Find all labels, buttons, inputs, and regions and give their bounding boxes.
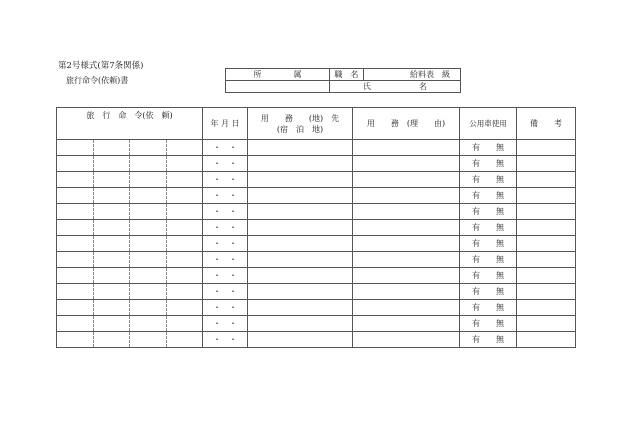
purpose-place-cell[interactable] — [248, 284, 353, 300]
approver-cell-4[interactable] — [166, 140, 203, 156]
purpose-place-cell[interactable] — [248, 156, 353, 172]
purpose-reason-cell[interactable] — [353, 236, 460, 252]
purpose-place-line2: (宿 泊 地) — [276, 124, 324, 134]
approver-cell-1[interactable] — [57, 156, 94, 172]
position-label: 職 名 — [330, 69, 364, 81]
purpose-place-cell[interactable] — [248, 332, 353, 348]
date-cell[interactable]: ・ ・ — [203, 156, 248, 172]
table-row — [57, 268, 576, 284]
table-row — [57, 316, 576, 332]
approver-cell-3[interactable] — [130, 140, 167, 156]
order-header: 旅 行 命 令(依 頼) — [57, 108, 203, 140]
approver-cell-3[interactable] — [130, 220, 167, 236]
remarks-cell[interactable] — [517, 332, 576, 348]
date-cell[interactable]: ・ ・ — [203, 332, 248, 348]
approver-cell-3[interactable] — [130, 316, 167, 332]
approver-cell-4[interactable] — [166, 220, 203, 236]
table-row — [57, 300, 576, 316]
approver-cell-1[interactable] — [57, 252, 94, 268]
approver-cell-1[interactable] — [57, 316, 94, 332]
purpose-place-cell[interactable] — [248, 252, 353, 268]
approver-cell-4[interactable] — [166, 300, 203, 316]
table-row — [57, 284, 576, 300]
approver-cell-4[interactable] — [166, 316, 203, 332]
approver-cell-3[interactable] — [130, 188, 167, 204]
purpose-reason-cell[interactable] — [353, 316, 460, 332]
purpose-reason-cell[interactable] — [353, 172, 460, 188]
affiliation-field[interactable] — [226, 81, 330, 93]
approver-cell-3[interactable] — [130, 268, 167, 284]
salary-grade-label: 給料表 級 — [363, 69, 460, 81]
date-cell[interactable]: ・ ・ — [203, 220, 248, 236]
approver-cell-1[interactable] — [57, 140, 94, 156]
travel-order-table — [56, 107, 576, 348]
remarks-cell[interactable] — [517, 268, 576, 284]
name-label: 氏 名 — [330, 81, 461, 93]
purpose-place-cell[interactable] — [248, 300, 353, 316]
approver-cell-2[interactable] — [93, 300, 130, 316]
date-cell[interactable]: ・ ・ — [203, 172, 248, 188]
approver-cell-3[interactable] — [130, 172, 167, 188]
purpose-reason-cell[interactable] — [353, 204, 460, 220]
approver-cell-4[interactable] — [166, 188, 203, 204]
remarks-header: 備 考 — [517, 108, 576, 140]
approver-cell-4[interactable] — [166, 332, 203, 348]
approver-cell-1[interactable] — [57, 220, 94, 236]
car-use-cell[interactable]: 有 無 — [460, 156, 517, 172]
approver-cell-2[interactable] — [93, 156, 130, 172]
car-use-header: 公用車使用 — [460, 108, 517, 140]
remarks-cell[interactable] — [517, 156, 576, 172]
purpose-place-cell[interactable] — [248, 188, 353, 204]
approver-cell-4[interactable] — [166, 172, 203, 188]
approver-cell-4[interactable] — [166, 236, 203, 252]
table-row — [57, 156, 576, 172]
purpose-reason-cell[interactable] — [353, 156, 460, 172]
date-cell[interactable]: ・ ・ — [203, 140, 248, 156]
date-cell[interactable]: ・ ・ — [203, 316, 248, 332]
purpose-reason-cell[interactable] — [353, 332, 460, 348]
approver-cell-1[interactable] — [57, 284, 94, 300]
purpose-place-cell[interactable] — [248, 220, 353, 236]
car-use-cell[interactable]: 有 無 — [460, 332, 517, 348]
approver-cell-3[interactable] — [130, 204, 167, 220]
purpose-reason-cell[interactable] — [353, 220, 460, 236]
purpose-reason-cell[interactable] — [353, 188, 460, 204]
car-use-cell[interactable]: 有 無 — [460, 236, 517, 252]
approver-cell-4[interactable] — [166, 268, 203, 284]
approver-cell-1[interactable] — [57, 300, 94, 316]
approver-cell-2[interactable] — [93, 252, 130, 268]
purpose-place-header — [248, 108, 353, 140]
approver-cell-2[interactable] — [93, 172, 130, 188]
approver-cell-4[interactable] — [166, 252, 203, 268]
table-row — [57, 172, 576, 188]
purpose-place-cell[interactable] — [248, 172, 353, 188]
approver-cell-2[interactable] — [93, 236, 130, 252]
purpose-reason-cell[interactable] — [353, 284, 460, 300]
approver-cell-3[interactable] — [130, 252, 167, 268]
car-use-cell[interactable]: 有 無 — [460, 204, 517, 220]
table-header-row — [57, 108, 576, 140]
approver-cell-2[interactable] — [93, 268, 130, 284]
car-use-cell[interactable]: 有 無 — [460, 300, 517, 316]
date-cell[interactable]: ・ ・ — [203, 204, 248, 220]
car-use-cell[interactable]: 有 無 — [460, 220, 517, 236]
approver-cell-3[interactable] — [130, 284, 167, 300]
table-row — [57, 252, 576, 268]
purpose-place-cell[interactable] — [248, 140, 353, 156]
remarks-cell[interactable] — [517, 284, 576, 300]
date-cell[interactable]: ・ ・ — [203, 236, 248, 252]
car-use-cell[interactable]: 有 無 — [460, 172, 517, 188]
remarks-cell[interactable] — [517, 220, 576, 236]
approver-cell-4[interactable] — [166, 204, 203, 220]
purpose-reason-cell[interactable] — [353, 268, 460, 284]
table-row — [57, 204, 576, 220]
remarks-cell[interactable] — [517, 172, 576, 188]
purpose-place-cell[interactable] — [248, 268, 353, 284]
table-row — [57, 332, 576, 348]
table-row — [57, 188, 576, 204]
approver-cell-2[interactable] — [93, 140, 130, 156]
table-row — [57, 236, 576, 252]
purpose-place-line1: 用 務 (地) 先 — [260, 113, 340, 123]
form-number: 第2号様式(第7条関係) — [58, 61, 144, 71]
remarks-cell[interactable] — [517, 252, 576, 268]
purpose-place-cell[interactable] — [248, 236, 353, 252]
purpose-reason-header: 用 務 (理 由) — [353, 108, 460, 140]
approver-cell-4[interactable] — [166, 156, 203, 172]
approver-cell-3[interactable] — [130, 236, 167, 252]
approver-cell-1[interactable] — [57, 188, 94, 204]
purpose-reason-cell[interactable] — [353, 140, 460, 156]
approver-cell-2[interactable] — [93, 220, 130, 236]
table-row — [57, 220, 576, 236]
approver-cell-2[interactable] — [93, 284, 130, 300]
approver-cell-3[interactable] — [130, 300, 167, 316]
affiliation-label: 所 属 — [226, 69, 330, 81]
approver-cell-1[interactable] — [57, 172, 94, 188]
remarks-cell[interactable] — [517, 316, 576, 332]
approver-cell-1[interactable] — [57, 332, 94, 348]
car-use-cell[interactable]: 有 無 — [460, 316, 517, 332]
car-use-cell[interactable]: 有 無 — [460, 252, 517, 268]
date-cell[interactable]: ・ ・ — [203, 252, 248, 268]
remarks-cell[interactable] — [517, 140, 576, 156]
car-use-cell[interactable]: 有 無 — [460, 188, 517, 204]
document-title: 旅行命令(依頼)書 — [66, 76, 129, 85]
date-cell[interactable]: ・ ・ — [203, 188, 248, 204]
approver-cell-2[interactable] — [93, 332, 130, 348]
purpose-place-cell[interactable] — [248, 204, 353, 220]
remarks-cell[interactable] — [517, 300, 576, 316]
remarks-cell[interactable] — [517, 204, 576, 220]
header-box — [225, 68, 461, 93]
date-cell[interactable]: ・ ・ — [203, 300, 248, 316]
purpose-place-cell[interactable] — [248, 316, 353, 332]
approver-cell-1[interactable] — [57, 204, 94, 220]
purpose-reason-cell[interactable] — [353, 252, 460, 268]
date-cell[interactable]: ・ ・ — [203, 268, 248, 284]
approver-cell-1[interactable] — [57, 268, 94, 284]
car-use-cell[interactable]: 有 無 — [460, 140, 517, 156]
approver-cell-3[interactable] — [130, 156, 167, 172]
remarks-cell[interactable] — [517, 188, 576, 204]
date-header: 年 月 日 — [203, 108, 248, 140]
approver-cell-2[interactable] — [93, 188, 130, 204]
date-cell[interactable]: ・ ・ — [203, 284, 248, 300]
approver-cell-3[interactable] — [130, 332, 167, 348]
approver-cell-2[interactable] — [93, 204, 130, 220]
table-row — [57, 140, 576, 156]
approver-cell-2[interactable] — [93, 316, 130, 332]
car-use-cell[interactable]: 有 無 — [460, 268, 517, 284]
purpose-reason-cell[interactable] — [353, 300, 460, 316]
approver-cell-4[interactable] — [166, 284, 203, 300]
approver-cell-1[interactable] — [57, 236, 94, 252]
car-use-cell[interactable]: 有 無 — [460, 284, 517, 300]
remarks-cell[interactable] — [517, 236, 576, 252]
